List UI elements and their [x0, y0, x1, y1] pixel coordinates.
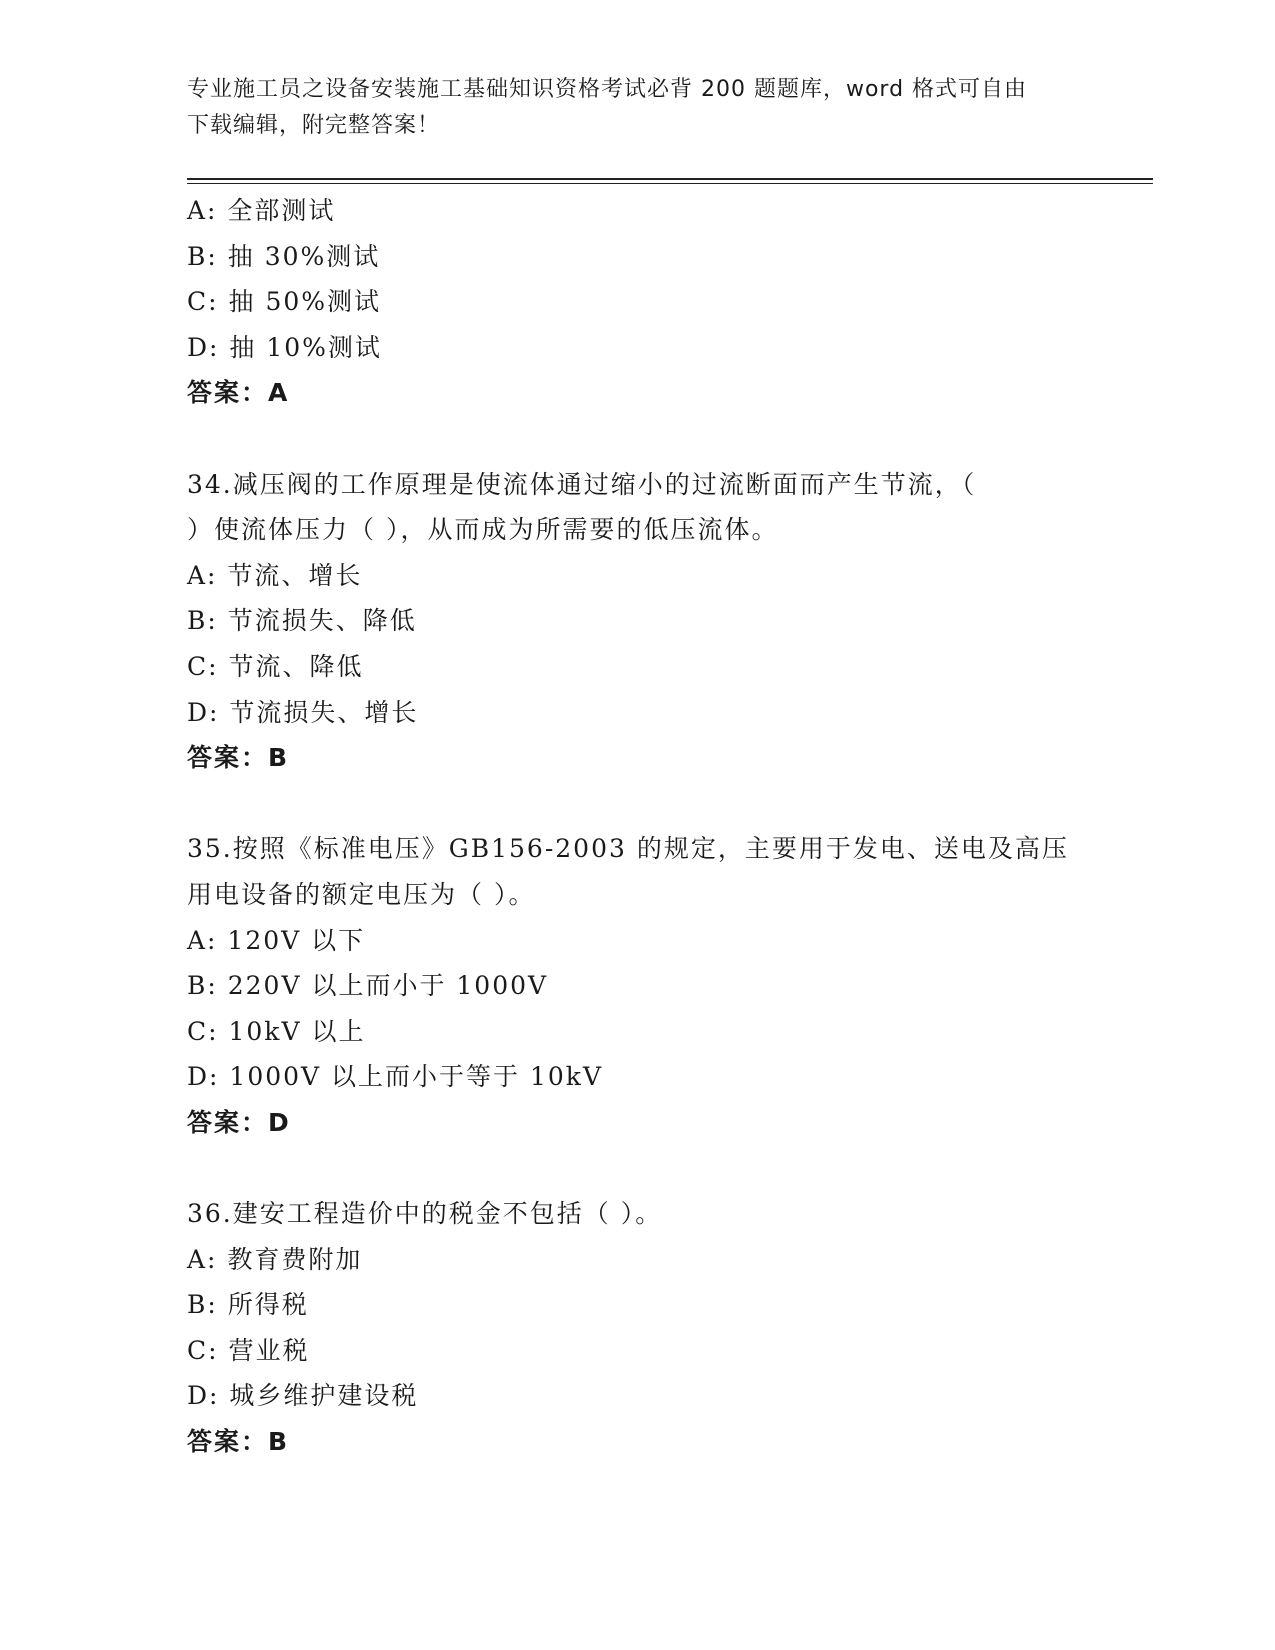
question-stem-line-1: 34.减压阀的工作原理是使流体通过缩小的过流断面而产生节流，（ — [187, 469, 977, 499]
document-header — [187, 72, 1087, 144]
question-list — [187, 188, 1153, 1465]
option-c: C: 营业税 — [187, 1335, 310, 1365]
answer-line: 答案：B — [187, 1427, 290, 1457]
option-d: D: 节流损失、增长 — [187, 697, 419, 727]
question-stem-line-1: 36.建安工程造价中的税金不包括（ ）。 — [187, 1199, 663, 1229]
option-b: B: 220V 以上而小于 1000V — [187, 971, 549, 1001]
answer-line: 答案：B — [187, 743, 290, 773]
option-d: D: 城乡维护建设税 — [187, 1381, 419, 1411]
header-divider-thick — [187, 178, 1153, 180]
answer-line: 答案：D — [187, 1107, 291, 1137]
option-b: B: 节流损失、降低 — [187, 606, 417, 636]
question-36 — [187, 1191, 1153, 1465]
option-a: A: 全部测试 — [187, 196, 336, 225]
option-c: C: 节流、降低 — [187, 651, 364, 681]
option-a: A: 教育费附加 — [187, 1244, 363, 1274]
question-35 — [187, 826, 1153, 1145]
option-c: C: 10kV 以上 — [187, 1016, 366, 1046]
answer-line: 答案：A — [187, 378, 290, 408]
option-a: A: 120V 以下 — [187, 925, 366, 955]
question-34 — [187, 462, 1153, 781]
question-33-tail — [187, 188, 1153, 416]
option-d: D: 1000V 以上而小于等于 10kV — [187, 1062, 603, 1092]
option-b: B: 所得税 — [187, 1290, 309, 1320]
header-line-1: 专业施工员之设备安装施工基础知识资格考试必背 200 题题库，word 格式可自由 — [187, 77, 1028, 102]
option-a: A: 节流、增长 — [187, 560, 363, 590]
question-stem-line-1: 35.按照《标准电压》GB156-2003 的规定，主要用于发电、送电及高压 — [187, 834, 1069, 864]
option-c: C: 抽 50%测试 — [187, 287, 382, 317]
header-divider-thin — [187, 183, 1153, 184]
question-stem-line-2: 用电设备的额定电压为（ ）。 — [187, 879, 536, 909]
question-stem-line-2: ）使流体压力（ ），从而成为所需要的低压流体。 — [187, 515, 779, 545]
option-d: D: 抽 10%测试 — [187, 332, 382, 362]
header-line-2: 下载编辑，附完整答案！ — [187, 113, 441, 138]
option-b: B: 抽 30%测试 — [187, 241, 381, 271]
